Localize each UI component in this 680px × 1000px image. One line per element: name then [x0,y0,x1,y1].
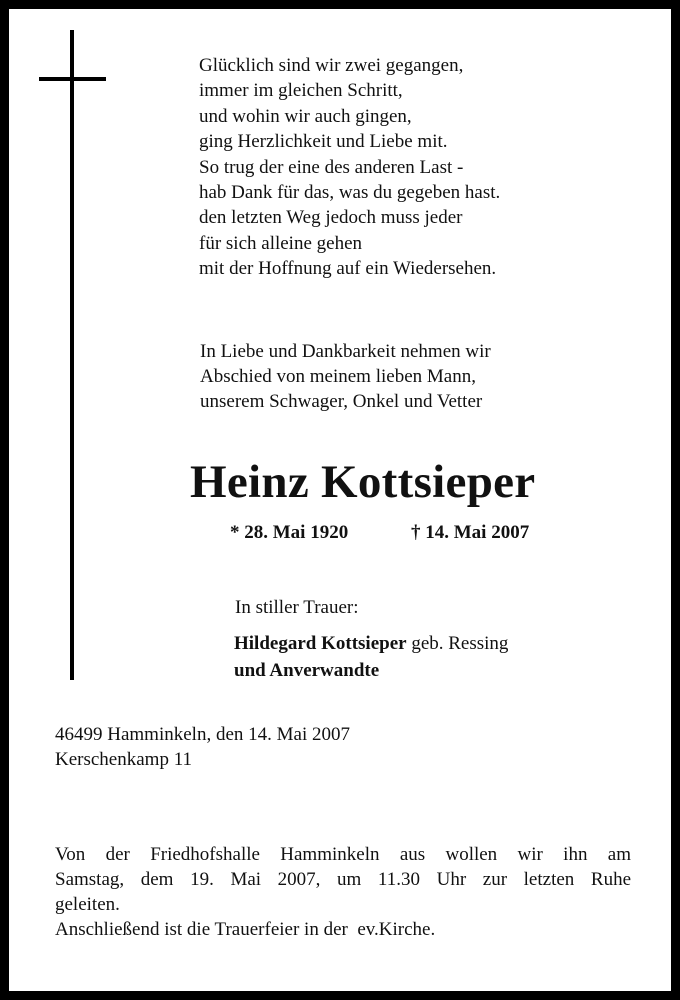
poem [199,53,500,282]
funeral-notice [55,842,631,942]
birth-date: * 28. Mai 1920 [230,522,349,543]
funeral-line: geleiten. [55,894,120,915]
poem-line: Glücklich sind wir zwei gegangen, [199,55,464,76]
primary-mourner-name: Hildegard Kottsieper [234,633,407,654]
intro-line: unserem Schwager, Onkel und Vetter [200,391,483,412]
primary-mourner [234,633,508,655]
cross-icon [70,30,74,680]
deceased-name: Heinz Kottsieper [190,456,536,508]
mourners-label: In stiller Trauer: [235,597,359,618]
place-and-address [55,722,350,772]
poem-line: hab Dank für das, was du gegeben hast. [199,182,501,204]
poem-line: mit der Hoffnung auf ein Wiedersehen. [199,258,497,280]
funeral-line: Anschließend ist die Trauerfeier in der ev.Kirche. [55,919,436,940]
funeral-line: Von der Friedhofshalle Hamminkeln aus wollen wir ihn am [55,844,631,865]
funeral-line: Samstag, dem 19. Mai 2007, um 11.30 Uhr zur letzten Ruhe [55,869,631,890]
street-address: Kerschenkamp 11 [55,749,192,770]
place-date: 46499 Hamminkeln, den 14. Mai 2007 [55,724,350,745]
poem-line: ging Herzlichkeit und Liebe mit. [199,131,448,153]
poem-line: immer im gleichen Schritt, [199,80,403,102]
death-date: † 14. Mai 2007 [411,522,530,543]
primary-mourner-maiden-name: geb. Ressing [406,633,509,654]
poem-line: den letzten Weg jedoch muss jeder [199,207,463,229]
poem-line: So trug der eine des anderen Last - [199,156,464,178]
intro-line: Abschied von meinem lieben Mann, [200,366,476,387]
intro-line: In Liebe und Dankbarkeit nehmen wir [200,341,491,362]
other-mourners: und Anverwandte [234,660,380,681]
poem-line: und wohin wir auch gingen, [199,105,412,127]
poem-line: für sich alleine gehen [199,232,363,254]
farewell-intro [200,339,491,414]
cross-icon-bar [39,77,106,81]
